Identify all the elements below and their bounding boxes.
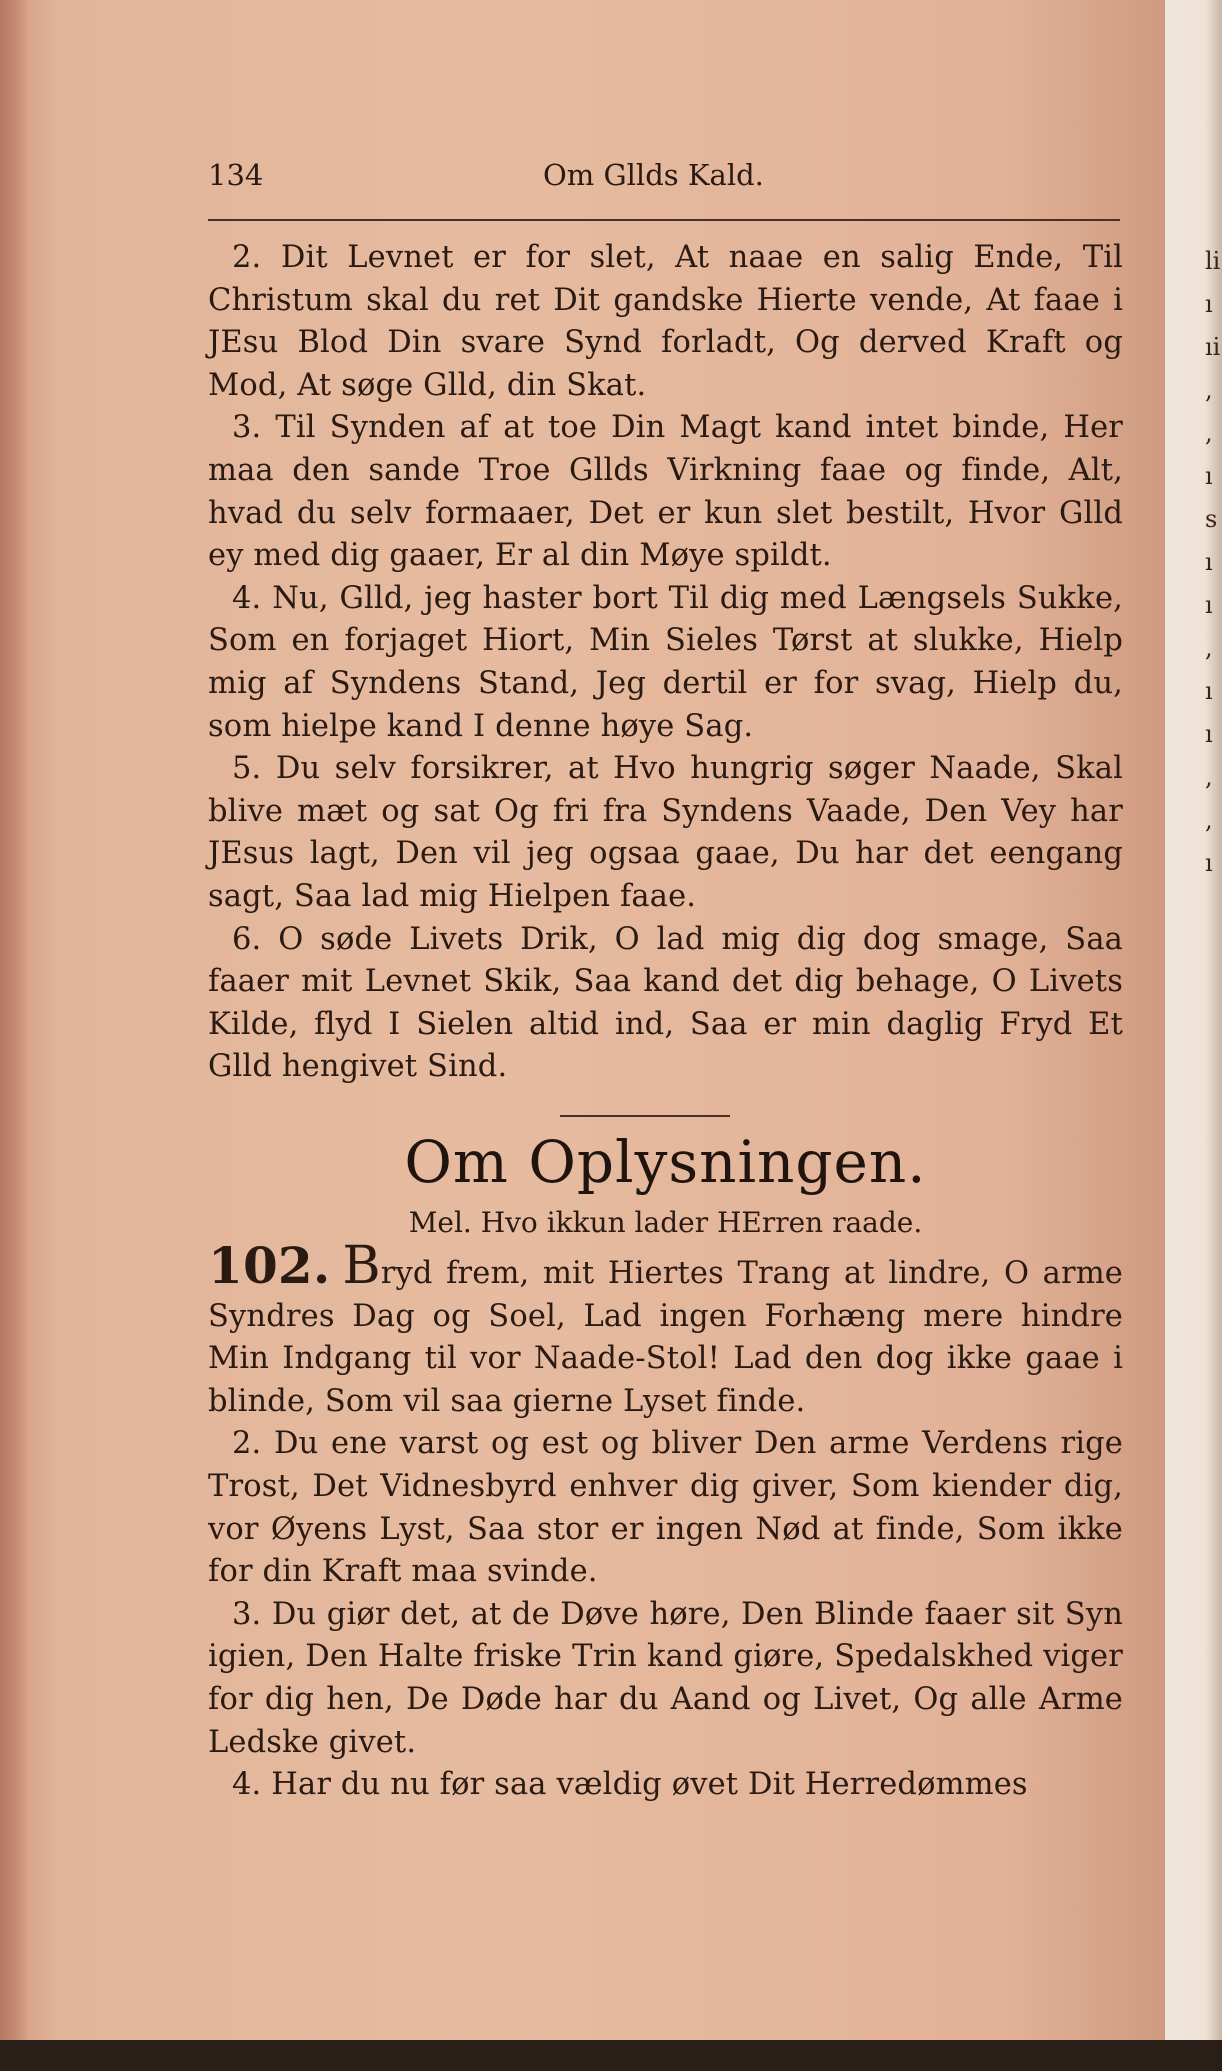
hymn-number: 102.: [208, 1236, 331, 1295]
spine-fragment: ı: [1205, 720, 1213, 748]
page-bottom-edge: [0, 2040, 1222, 2071]
spine-fragment: ,: [1205, 634, 1213, 662]
spine-fragment: ,: [1205, 763, 1213, 791]
verse: 4. Nu, Glld, jeg haster bort Til dig med Længsels Sukke, Som en forjaget Hiort, Min Sieles Tørst at slukke, Hielp mig af Syndens Stand, Jeg dertil er for svag, Hielp du, som hielpe kand I denne høye Sag.: [208, 580, 1123, 744]
hymn-101-continued: [208, 237, 1123, 1089]
running-title: Om Gllds Kald.: [543, 158, 764, 192]
verse: 6. O søde Livets Drik, O lad mig dig dog smage, Saa faaer mit Levnet Skik, Saa kand det dig behage, O Livets Kilde, flyd I Sielen altid ind, Saa er min daglig Fryd Et Glld hengivet Sind.: [208, 921, 1123, 1085]
verse: 2. Du ene varst og est og bliver Den arme Verdens rige Trost, Det Vidnesbyrd enhver dig giver, Som kiender dig, vor Øyens Lyst, Saa stor er ingen Nød at finde, Som ikke for din Kraft maa svinde.: [208, 1426, 1123, 1590]
page-header: [208, 158, 1123, 198]
page-number: 134: [208, 158, 264, 192]
verse-first-text: ryd frem, mit Hiertes Trang at lindre, O arme Syndres Dag og Soel, Lad ingen Forhæng mere hindre Min Indgang til vor Naade-Stol! Lad den dog ikke gaae i blinde, Som vil saa gierne Lyset finde.: [208, 1256, 1123, 1419]
spine-fragment: ,: [1205, 419, 1213, 447]
verse: 4. Har du nu før saa vældig øvet Dit Herredømmes: [232, 1767, 1028, 1803]
verse: 2. Dit Levnet er for slet, At naae en salig Ende, Til Christum skal du ret Dit gandske Hierte vende, At faae i JEsu Blod Din svare Synd forladt, Og derved Kraft og Mod, At søge Glld, din Skat.: [208, 240, 1123, 403]
spine-fragment: s: [1205, 505, 1218, 533]
spine-fragment: ı: [1205, 462, 1213, 490]
page-gutter-shadow: [0, 0, 30, 2040]
spine-fragment: ı: [1205, 677, 1213, 705]
spine-fragment: ,: [1205, 376, 1213, 404]
spine-fragment: ıi: [1205, 333, 1221, 361]
verse: 5. Du selv forsikrer, at Hvo hungrig søger Naade, Skal blive mæt og sat Og fri fra Syndens Vaade, Den Vey har JEsus lagt, Den vil jeg ogsaa gaae, Du har det eengang sagt, Saa lad mig Hielpen faae.: [208, 751, 1123, 914]
section-divider: [560, 1115, 730, 1117]
spine-fragment: ,: [1205, 806, 1213, 834]
spine-fragment: ı: [1205, 591, 1213, 619]
verse-first: [208, 1236, 1123, 1423]
verse: 3. Du giør det, at de Døve høre, Den Blinde faaer sit Syn igien, Den Halte friske Trin kand giøre, Spedalskhed viger for dig hen, De Døde har du Aand og Livet, Og alle Arme Ledske givet.: [208, 1596, 1123, 1760]
facing-page-text-fragments: [1205, 240, 1222, 885]
melody-line: Mel. Hvo ikkun lader HErren raade.: [408, 1206, 923, 1239]
hymn-102: [208, 1236, 1123, 1807]
section-title: Om Oplysningen.: [404, 1128, 927, 1196]
drop-cap: B: [342, 1236, 381, 1296]
spine-fragment: li: [1205, 247, 1221, 275]
spine-fragment: ı: [1205, 290, 1213, 318]
header-rule: [208, 219, 1120, 221]
spine-fragment: ı: [1205, 849, 1213, 877]
spine-fragment: ı: [1205, 548, 1213, 576]
verse: 3. Til Synden af at toe Din Magt kand intet binde, Her maa den sande Troe Gllds Virkning faae og finde, Alt, hvad du selv formaaer, Det er kun slet bestilt, Hvor Glld ey med dig gaaer, Er al din Møye spildt.: [208, 410, 1123, 574]
